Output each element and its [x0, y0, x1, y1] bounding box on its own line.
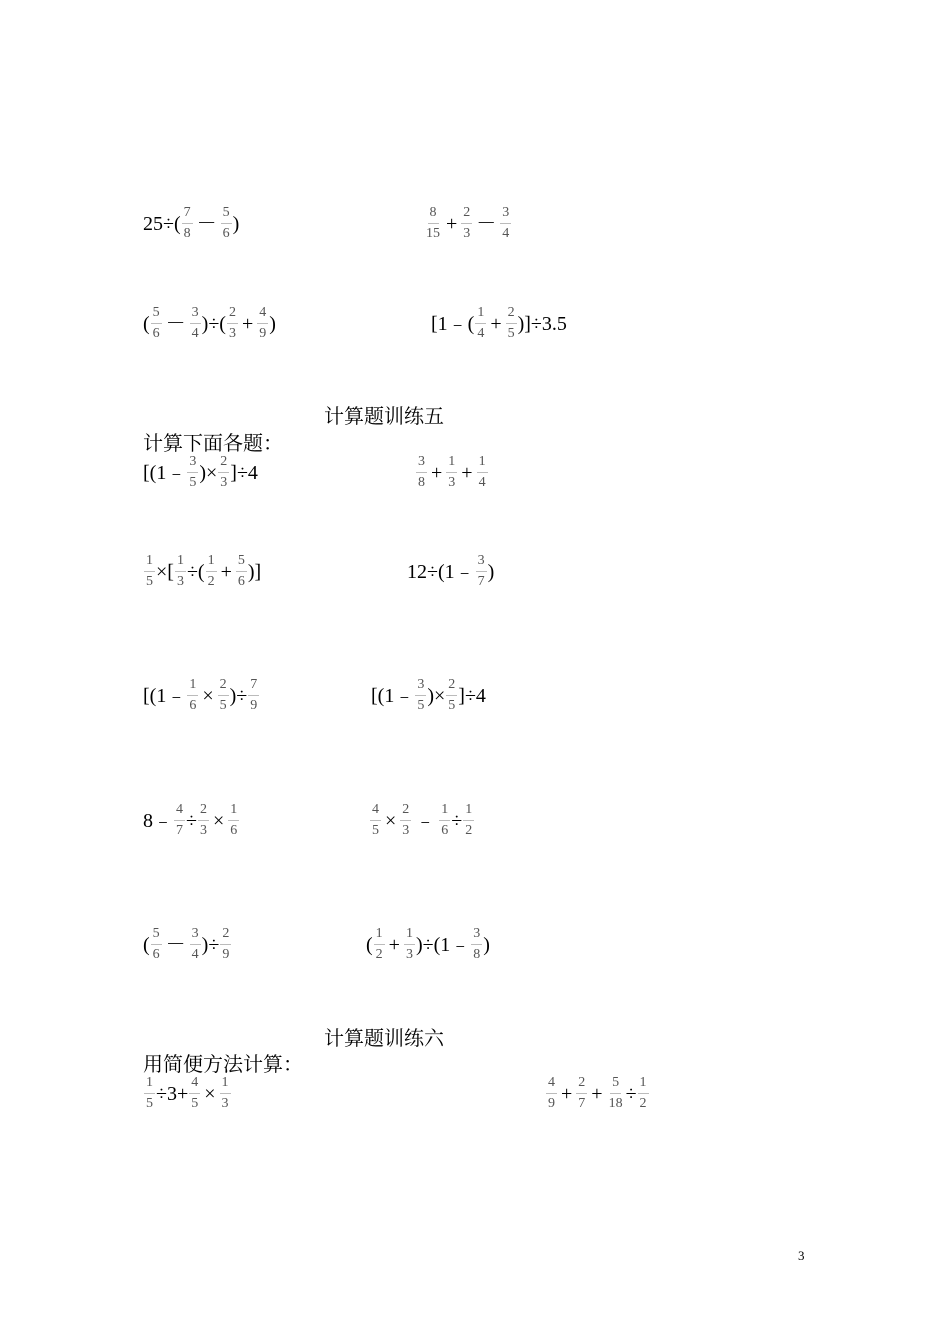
- fraction: [576, 1076, 587, 1111]
- fraction: [187, 455, 198, 490]
- numerator: 2: [576, 1076, 587, 1094]
- operator: +: [461, 461, 473, 484]
- numerator: 1: [144, 554, 155, 572]
- numerator: 3: [190, 927, 201, 945]
- numerator: 1: [463, 803, 474, 821]
- fraction: [228, 803, 239, 838]
- problem: [143, 678, 260, 713]
- numerator: 2: [446, 678, 457, 696]
- denominator: 7: [477, 574, 485, 589]
- numerator: 1: [638, 1076, 649, 1094]
- fraction: [446, 678, 457, 713]
- instruction-five: 计算下面各题：: [143, 433, 283, 455]
- expression-text: ÷3+: [156, 1082, 189, 1105]
- fraction: [446, 455, 457, 490]
- operator: ﹣: [415, 809, 436, 832]
- fraction: [174, 803, 185, 838]
- operator: ×: [385, 809, 397, 832]
- expression-text: [(1﹣: [143, 461, 187, 484]
- operator: +: [591, 1082, 603, 1105]
- denominator: 3: [221, 1096, 229, 1111]
- expression-text: (: [366, 933, 373, 956]
- operator: +: [431, 461, 443, 484]
- denominator: 3: [176, 574, 184, 589]
- fraction: [475, 306, 486, 341]
- numerator: 5: [151, 927, 162, 945]
- denominator: 6: [152, 326, 160, 341]
- fraction: [151, 306, 162, 341]
- expression-text: )]÷3.5: [517, 312, 567, 335]
- numerator: 2: [400, 803, 411, 821]
- denominator: 4: [478, 475, 486, 490]
- fraction: [471, 927, 482, 962]
- expression-text: ÷: [186, 809, 197, 832]
- denominator: 4: [191, 326, 199, 341]
- numerator: 8: [428, 206, 439, 224]
- denominator: 9: [548, 1096, 555, 1111]
- fraction: [221, 206, 232, 241]
- numerator: 3: [500, 206, 511, 224]
- numerator: 3: [471, 927, 482, 945]
- fraction: [175, 554, 186, 589]
- denominator: 6: [152, 947, 160, 962]
- denominator: 3: [405, 947, 413, 962]
- numerator: 1: [404, 927, 415, 945]
- denominator: 5: [448, 698, 456, 713]
- instruction-six: 用简便方法计算：: [143, 1054, 303, 1076]
- expression-text: 25÷(: [143, 212, 181, 235]
- fraction: [439, 803, 450, 838]
- expression-text: ×[: [156, 560, 174, 583]
- operator: ×: [204, 1082, 216, 1105]
- numerator: 3: [416, 455, 427, 473]
- denominator: 6: [189, 698, 197, 713]
- fraction: [189, 1076, 200, 1111]
- expression-text: ]÷4: [458, 684, 486, 707]
- problem: [143, 554, 261, 589]
- denominator: 3: [228, 326, 236, 341]
- operator: +: [388, 933, 400, 956]
- problem: [366, 927, 490, 962]
- numerator: 2: [506, 306, 517, 324]
- fraction: [607, 1076, 625, 1111]
- denominator: 8: [183, 226, 191, 241]
- expression-text: ): [269, 312, 276, 335]
- expression-text: ÷: [451, 809, 463, 832]
- problem: [143, 306, 276, 341]
- numerator: 2: [218, 455, 229, 473]
- expression-text: [(1﹣: [143, 684, 187, 707]
- numerator: 4: [257, 306, 268, 324]
- fraction: [546, 1076, 557, 1111]
- denominator: 2: [639, 1096, 647, 1111]
- fraction: [182, 206, 193, 241]
- numerator: 2: [198, 803, 209, 821]
- denominator: 5: [417, 698, 425, 713]
- denominator: 3: [199, 823, 207, 838]
- numerator: 3: [190, 306, 201, 324]
- problem: [143, 1076, 232, 1111]
- problem: [371, 678, 486, 713]
- fraction: [374, 927, 385, 962]
- problem: [369, 803, 475, 838]
- numerator: 2: [227, 306, 238, 324]
- denominator: 2: [465, 823, 473, 838]
- numerator: 1: [439, 803, 450, 821]
- denominator: 4: [502, 226, 510, 241]
- problem: [143, 927, 232, 962]
- fraction: [257, 306, 268, 341]
- denominator: 3: [220, 475, 228, 490]
- denominator: 5: [372, 823, 379, 838]
- problem: [423, 206, 512, 241]
- fraction: [206, 554, 217, 589]
- numerator: 3: [476, 554, 487, 572]
- operator: ×: [212, 809, 225, 832]
- denominator: 8: [418, 475, 425, 490]
- denominator: 5: [507, 326, 515, 341]
- numerator: 5: [236, 554, 247, 572]
- problem: [143, 803, 240, 838]
- denominator: 6: [441, 823, 449, 838]
- denominator: 18: [608, 1096, 623, 1111]
- numerator: 1: [206, 554, 217, 572]
- problem: [545, 1076, 650, 1111]
- fraction: [476, 554, 487, 589]
- page-number: 3: [798, 1248, 805, 1263]
- fraction: [227, 306, 238, 341]
- numerator: 1: [187, 678, 198, 696]
- numerator: 1: [144, 1076, 155, 1094]
- numerator: 4: [189, 1076, 200, 1094]
- numerator: 7: [248, 678, 259, 696]
- numerator: 2: [461, 206, 472, 224]
- denominator: 7: [578, 1096, 586, 1111]
- fraction: [236, 554, 247, 589]
- denominator: 9: [250, 698, 258, 713]
- expression-text: 8﹣: [143, 809, 173, 832]
- numerator: 4: [546, 1076, 557, 1094]
- operator: －: [196, 212, 217, 235]
- numerator: 1: [175, 554, 186, 572]
- denominator: 6: [237, 574, 245, 589]
- numerator: 2: [218, 678, 229, 696]
- expression-text: ÷(: [186, 560, 205, 583]
- fraction: [220, 1076, 231, 1111]
- numerator: 4: [370, 803, 381, 821]
- denominator: 4: [191, 947, 199, 962]
- denominator: 5: [189, 475, 197, 490]
- fraction: [463, 803, 474, 838]
- fraction: [404, 927, 415, 962]
- expression-text: 12÷(1﹣: [407, 560, 475, 583]
- numerator: 1: [220, 1076, 231, 1094]
- fraction: [144, 1076, 155, 1111]
- problem: [415, 455, 489, 490]
- fraction: [370, 803, 381, 838]
- expression-text: ): [487, 560, 495, 583]
- denominator: 2: [207, 574, 215, 589]
- denominator: 5: [146, 574, 153, 589]
- expression-text: [(1﹣: [371, 684, 415, 707]
- expression-text: ): [483, 933, 490, 956]
- fraction: [638, 1076, 649, 1111]
- operator: +: [241, 312, 254, 335]
- expression-text: )×: [427, 684, 446, 707]
- numerator: 2: [220, 927, 231, 945]
- fraction: [190, 306, 201, 341]
- numerator: 4: [174, 803, 185, 821]
- operator: +: [220, 560, 232, 583]
- section-title-five: 计算题训练五: [324, 406, 444, 428]
- fraction: [424, 206, 442, 241]
- expression-text: [1﹣(: [431, 312, 475, 335]
- denominator: 9: [259, 326, 267, 341]
- expression-text: )]: [247, 560, 262, 583]
- numerator: 5: [151, 306, 162, 324]
- numerator: 1: [477, 455, 488, 473]
- fraction: [190, 927, 201, 962]
- expression-text: ÷: [625, 1082, 637, 1105]
- operator: +: [446, 212, 458, 235]
- fraction: [416, 455, 427, 490]
- problem: [143, 206, 239, 241]
- fraction: [461, 206, 472, 241]
- expression-text: )÷: [201, 933, 220, 956]
- operator: +: [561, 1082, 573, 1105]
- expression-text: ): [232, 212, 240, 235]
- denominator: 3: [463, 226, 471, 241]
- problem: [431, 306, 567, 341]
- numerator: 1: [446, 455, 457, 473]
- denominator: 4: [477, 326, 485, 341]
- operator: －: [476, 212, 497, 235]
- fraction: [248, 678, 259, 713]
- fraction: [415, 678, 426, 713]
- fraction: [151, 927, 162, 962]
- expression-text: )×: [199, 461, 218, 484]
- denominator: 2: [375, 947, 383, 962]
- expression-text: )÷: [229, 684, 248, 707]
- numerator: 5: [221, 206, 232, 224]
- denominator: 6: [230, 823, 238, 838]
- numerator: 1: [228, 803, 239, 821]
- expression-text: )÷(1﹣: [415, 933, 471, 956]
- fraction: [506, 306, 517, 341]
- fraction: [187, 678, 198, 713]
- expression-text: (: [143, 933, 150, 956]
- denominator: 3: [402, 823, 410, 838]
- fraction: [500, 206, 511, 241]
- numerator: 1: [374, 927, 385, 945]
- expression-text: (: [143, 312, 150, 335]
- denominator: 6: [222, 226, 230, 241]
- numerator: 1: [475, 306, 486, 324]
- operator: －: [165, 933, 186, 956]
- fraction: [218, 455, 229, 490]
- operator: －: [165, 312, 186, 335]
- expression-text: ]÷4: [230, 461, 258, 484]
- fraction: [198, 803, 209, 838]
- numerator: 5: [610, 1076, 621, 1094]
- denominator: 5: [219, 698, 227, 713]
- numerator: 3: [415, 678, 426, 696]
- denominator: 3: [448, 475, 456, 490]
- problem: [407, 554, 494, 589]
- fraction: [477, 455, 488, 490]
- section-title-six: 计算题训练六: [324, 1028, 444, 1050]
- denominator: 8: [473, 947, 481, 962]
- fraction: [218, 678, 229, 713]
- denominator: 15: [426, 226, 440, 241]
- problem: [143, 455, 258, 490]
- denominator: 9: [222, 947, 230, 962]
- operator: ×: [202, 684, 214, 707]
- expression-text: )÷(: [201, 312, 226, 335]
- numerator: 3: [187, 455, 198, 473]
- denominator: 5: [146, 1096, 153, 1111]
- numerator: 7: [182, 206, 193, 224]
- operator: +: [490, 312, 502, 335]
- fraction: [400, 803, 411, 838]
- denominator: 7: [176, 823, 183, 838]
- fraction: [144, 554, 155, 589]
- denominator: 5: [191, 1096, 199, 1111]
- fraction: [220, 927, 231, 962]
